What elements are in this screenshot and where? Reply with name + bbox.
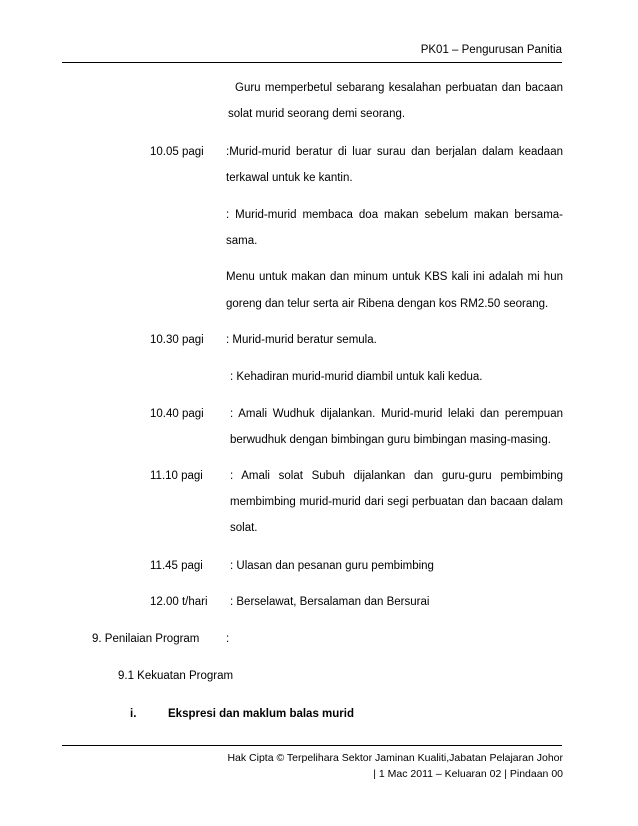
line-16: : Ulasan dan pesanan guru pembimbing: [230, 560, 434, 572]
line-5: : Murid-murid membaca doa makan sebelum makan bersama-: [226, 209, 563, 221]
time-1145: 11.45 pagi: [150, 560, 203, 572]
line-3: :Murid-murid beratur di luar surau dan berjalan dalam keadaan: [226, 146, 563, 158]
time-1040: 10.40 pagi: [150, 408, 204, 420]
line-4: terkawal untuk ke kantin.: [226, 172, 353, 184]
footer-rule: [62, 745, 562, 746]
item-i-text: Ekspresi dan maklum balas murid: [168, 708, 354, 720]
time-1200: 12.00 t/hari: [150, 596, 208, 608]
line-17: : Berselawat, Bersalaman dan Bersurai: [230, 596, 430, 608]
line-6: sama.: [226, 235, 258, 247]
line-13: : Amali solat Subuh dijalankan dan guru-guru pembimbing: [230, 470, 563, 482]
line-7: Menu untuk makan dan minum untuk KBS kali ini adalah mi hun: [226, 271, 563, 283]
line-15: solat.: [230, 522, 258, 534]
line-1: Guru memperbetul sebarang kesalahan perbuatan dan bacaan: [235, 82, 563, 94]
line-2: solat murid seorang demi seorang.: [228, 108, 406, 120]
header-title: PK01 – Pengurusan Panitia: [420, 44, 562, 56]
footer-line-1: Hak Cipta © Terpelihara Sektor Jaminan Kualiti,Jabatan Pelajaran Johor: [227, 752, 563, 764]
line-9: : Murid-murid beratur semula.: [226, 334, 377, 346]
line-11: : Amali Wudhuk dijalankan. Murid-murid lelaki dan perempuan: [230, 408, 563, 420]
time-1030: 10.30 pagi: [150, 334, 204, 346]
section-9-colon: :: [226, 633, 230, 645]
header-rule: [62, 62, 562, 63]
item-i-number: i.: [130, 708, 137, 720]
time-1110: 11.10 pagi: [150, 470, 203, 482]
line-14: membimbing murid-murid dari segi perbuatan dan bacaan dalam: [230, 496, 563, 508]
line-12: berwudhuk dengan bimbingan guru bimbingan masing-masing.: [230, 434, 551, 446]
time-1005: 10.05 pagi: [150, 146, 204, 158]
line-8: goreng dan telur serta air Ribena dengan kos RM2.50 seorang.: [226, 298, 549, 310]
section-9-1-heading: 9.1 Kekuatan Program: [118, 670, 234, 682]
line-10: : Kehadiran murid-murid diambil untuk kali kedua.: [230, 371, 483, 383]
section-9-heading: 9. Penilaian Program: [92, 633, 200, 645]
footer-line-2: | 1 Mac 2011 – Keluaran 02 | Pindaan 00: [373, 768, 563, 780]
